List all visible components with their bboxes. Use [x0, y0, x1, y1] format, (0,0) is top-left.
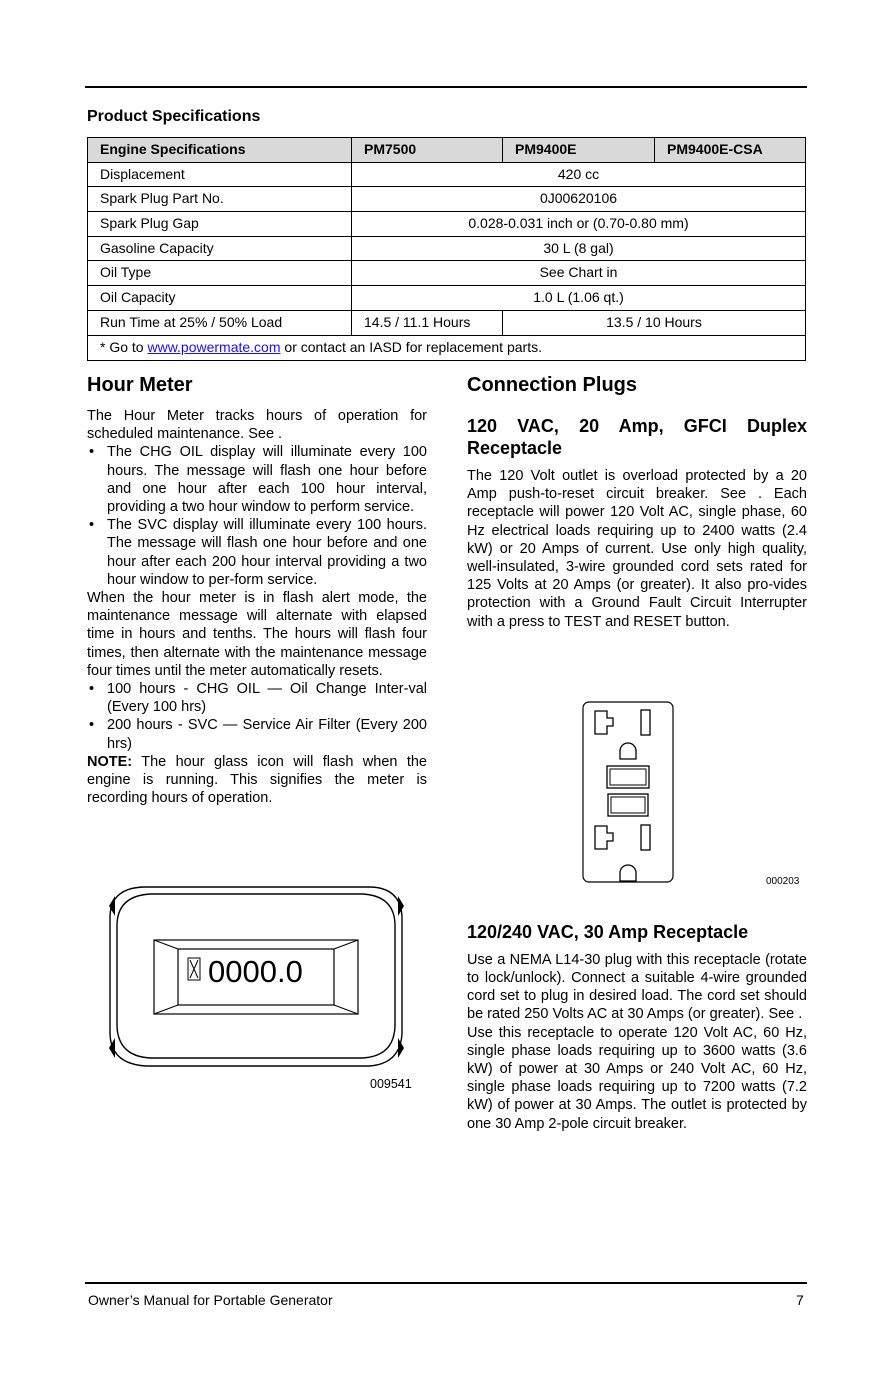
- section-title: Product Specifications: [87, 108, 261, 125]
- row-value: 1.0 L (1.06 qt.): [533, 289, 624, 306]
- top-rule: [85, 86, 807, 88]
- table-row: [88, 261, 805, 286]
- twist-lock-text-1: Use a NEMA L14-30 plug with this receptacle (rotate to lock/unlock). Connect a suitable 4-wire grounded cord set to plug in desired load. The cord set should be rated 250 Volts AC at 30 Amps (or greater). See .: [467, 951, 807, 1023]
- connection-plugs-heading: Connection Plugs: [467, 374, 637, 396]
- table-row: [88, 163, 805, 188]
- row-value: 0.028-0.031 inch or (0.70-0.80 mm): [468, 215, 689, 232]
- header-pm9400e: PM9400E: [503, 138, 655, 162]
- header-pm9400e-csa: PM9400E-CSA: [667, 141, 763, 157]
- gfci-heading: 120 VAC, 20 Amp, GFCI Duplex Receptacle: [467, 416, 807, 458]
- receptacle-figure-id: 000203: [766, 876, 800, 887]
- row-value: See Chart in: [539, 264, 618, 281]
- powermate-link[interactable]: www.powermate.com: [147, 338, 281, 355]
- table-row: [88, 286, 805, 311]
- flash-mode-text: When the hour meter is in flash alert mode, the maintenance message will alternate with elapsed time in hours and tenths. The hours will flash four times, then alternate with the maintenance message four times until the meter automatically resets.: [87, 590, 427, 679]
- hour-meter-list: [87, 443, 427, 589]
- hour-meter-intro: The Hour Meter tracks hours of operation for scheduled maintenance. See .: [87, 408, 427, 443]
- row-label: Run Time at 25% / 50% Load: [88, 311, 352, 335]
- page-number: 7: [796, 1292, 804, 1308]
- table-row: [88, 237, 805, 262]
- note-label: NOTE:: [87, 753, 133, 770]
- hour-meter-section: [87, 373, 427, 807]
- list-item: • The SVC display will illuminate every 100 hours. The message will flash one hour before and one hour after each 200 hour interval providing a two hour window to per-form service.: [87, 516, 427, 589]
- list-item: • 200 hours - SVC — Service Air Filter (Every 200 hrs): [87, 716, 427, 752]
- list-item: • 100 hours - CHG OIL — Oil Change Inter-val (Every 100 hrs): [87, 680, 427, 716]
- hour-meter-illustration: [108, 886, 405, 1068]
- gfci-text: The 120 Volt outlet is overload protected by a 20 Amp push-to-reset circuit breaker. See . Each receptacle will power 120 Volt AC, single phase, 60 Hz electrical loads requiring up to 2400 watts (2.4 kW) or 20 Amps of current. Use only high quality, well-insulated, 3-wire grounded cord sets rated for 125 Volts at 20 Amps (or greater). It also pro-vides protection with a Ground Fault Circuit Interrupter with a press to TEST and RESET button.: [467, 468, 807, 630]
- spec-table: [87, 137, 806, 361]
- row-label: Oil Type: [88, 261, 352, 285]
- row-label: Gasoline Capacity: [88, 237, 352, 261]
- row-label: Spark Plug Gap: [88, 212, 352, 236]
- table-row-run-time: [88, 311, 805, 336]
- row-label: Spark Plug Part No.: [88, 187, 352, 211]
- run-time-pm7500: 14.5 / 11.1 Hours: [352, 311, 503, 335]
- header-pm7500: PM7500: [352, 138, 503, 162]
- note-prefix: * Go to: [100, 338, 148, 355]
- interval-list: [87, 680, 427, 753]
- note-suffix: or contact an IASD for replacement parts.: [280, 338, 542, 355]
- row-value: 0J00620106: [539, 190, 618, 207]
- footer-title: Owner’s Manual for Portable Generator: [88, 1292, 333, 1308]
- note-text: The hour glass icon will flash when the engine is running. This signifies the meter is recording hours of operation.: [87, 753, 427, 807]
- table-header-row: [88, 138, 805, 163]
- hour-meter-note: [87, 753, 427, 808]
- bottom-rule: [85, 1282, 807, 1284]
- twist-lock-heading: 120/240 VAC, 30 Amp Receptacle: [467, 921, 749, 942]
- row-value: 30 L (8 gal): [543, 239, 614, 256]
- twist-lock-text-2: Use this receptacle to operate 120 Volt AC, 60 Hz, single phase loads requiring up to 3600 watts (3.6 kW) of power at 30 Amps or 240 Volt AC, 60 Hz, single phase loads requiring up to 7200 watts (7.2 kW) of power at 30 Amps. The outlet is protected by one 30 Amp 2-pole circuit breaker.: [467, 1024, 807, 1132]
- table-note-row: [88, 336, 805, 361]
- row-value: 420 cc: [557, 165, 600, 182]
- table-row: [88, 187, 805, 212]
- hour-meter-heading: Hour Meter: [87, 374, 193, 396]
- gfci-receptacle-illustration: [582, 701, 674, 883]
- hour-meter-display: 0000.0: [208, 954, 303, 989]
- hour-meter-figure-id: 009541: [370, 1077, 412, 1091]
- row-label: Displacement: [88, 163, 352, 187]
- row-label: Oil Capacity: [88, 286, 352, 310]
- list-item: • The CHG OIL display will illuminate every 100 hours. The message will flash one hour before and one hour after each 100 hour interval, providing a two hour window to perform service.: [87, 443, 427, 516]
- table-row: [88, 212, 805, 237]
- header-engine-specs: Engine Specifications: [88, 138, 352, 162]
- run-time-others: 13.5 / 10 Hours: [606, 313, 702, 330]
- table-note: [88, 336, 805, 361]
